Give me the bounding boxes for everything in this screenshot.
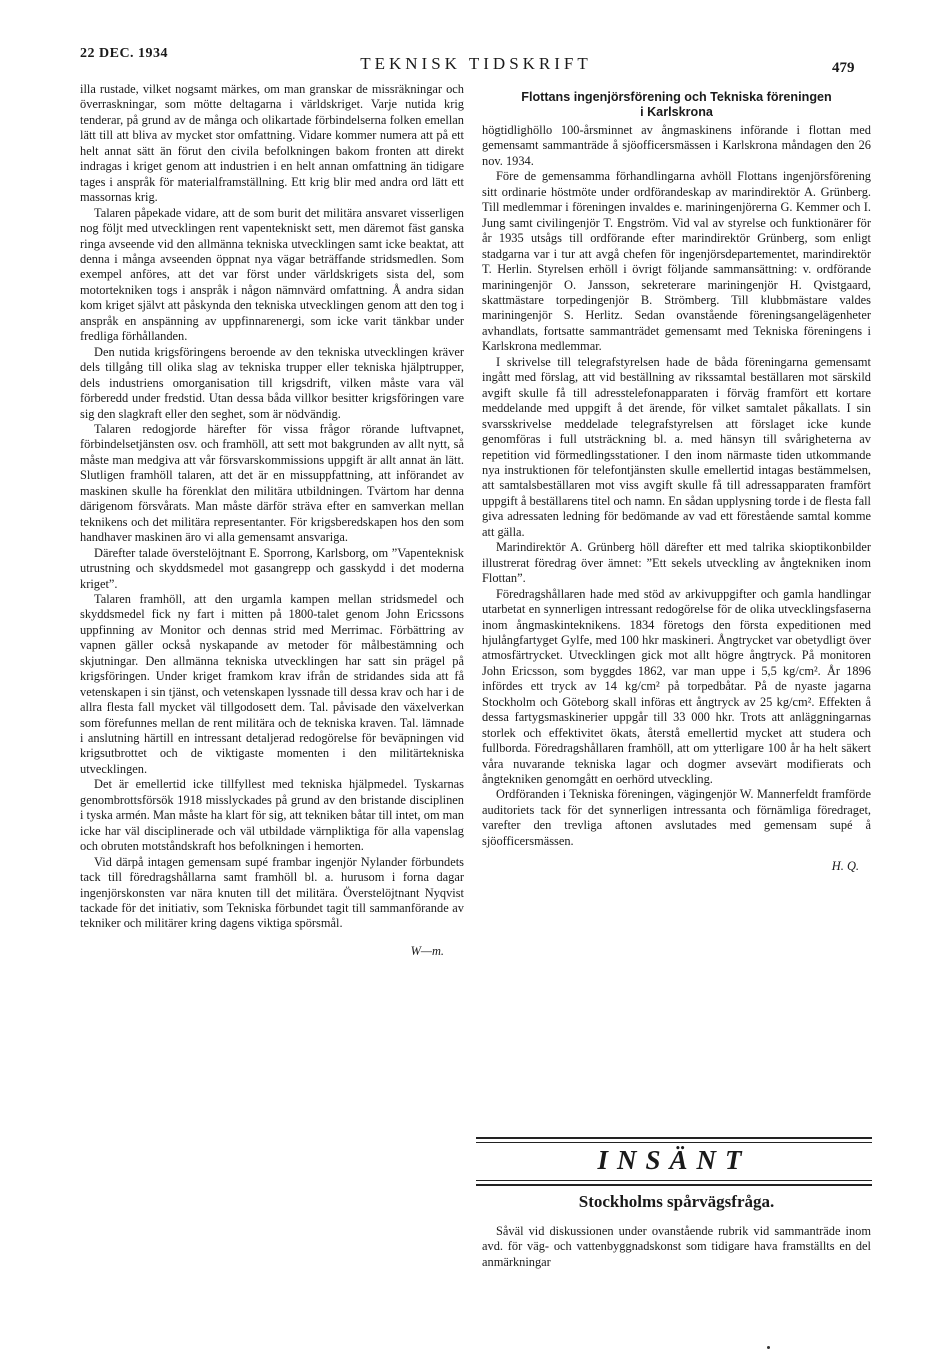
right-column [482, 90, 871, 875]
author-signature: H. Q. [831, 859, 859, 874]
article-title [482, 90, 871, 120]
paragraph: Ordföranden i Tekniska föreningen, vägingenjör W. Mannerfeldt framförde auditoriets tack för det synnerligen intressanta och förnämliga föredraget, varefter den trevliga aftonen avslutades med gemensam supé å sjöofficersmässen. [482, 787, 871, 848]
issue-date: 22 DEC. 1934 [80, 46, 169, 61]
paragraph: Den nutida krigsföringens beroende av den tekniska utvecklingen kräver dels tillgång till olika slag av tekniska trupper eller tekniska hjälptrupper, dels industriens omorganisation till krigsdrift, vilken måste vara väl förberedd under fredstid. Utan dessa båda villkor besitter krigsföringen vare sig den slagkraft eller den seghet, som är nödvändig. [80, 344, 464, 421]
paragraph: Marindirektör A. Grünberg höll därefter ett med talrika skioptikonbilder illustrerat föredrag över ämnet: ”Ett sekels utveckling av ångtekniken inom Flottan”. [482, 540, 871, 586]
paragraph: Före de gemensamma förhandlingarna avhöll Flottans ingenjörsförening sitt ordinarie höstmöte under ordförandeskap av marindirektör A. Grünberg. Till medlemmar i föreningen invaldes e. mariningenjörerna G. Kemmer och I. Jung samt civilingenjör T. Engström. Vid val av styrelse och funktionärer för år 1935 utsågs till ordförande efter marindirektör Grünberg, som enligt stadgarna var i tur att avgå chefen för ingenjörsdepartementet, marindirektör T. Herlin. Styrelsen erhöll i övrigt följande sammansättning: v. ordförande mariningenjör O. Jansson, sekreterare mariningenjör H. Qvistgaard, skattmästare torpedingenjör B. Strömberg. Till klubbmästare valdes mariningenjör S. Herlitz. Sedan ovanstående föreningsangelägenheter avhandlats, fortsatte sammanträdet gemensamt med Tekniska föreningens i Karlskrona medlemmar. [482, 169, 871, 354]
paragraph: Såväl vid diskussionen under ovanstående rubrik vid sammanträde inom avd. för väg- och vattenbyggnadskonst som tidigare hava framställts en del anmärkningar [482, 1224, 871, 1269]
article-title-line: i Karlskrona [640, 105, 713, 119]
paragraph: I skrivelse till telegrafstyrelsen hade de båda föreningarna gemensamt ingått med förslag, att vid beställning av rikssamtal beställaren mot särskild avgift skulle få till adresstelefonapparaten i förväg framfört ett kortare meddelande med uppgift å det ärende, för vilket samtalet påkallats. I sin svarsskrivelse meddelade telegrafstyrelsen att förslaget icke kunde genomföras i full utsträckning bl. a. med hänsyn till svårigheterna av repetition vid förmedlingsstationer. I den inom närmaste tiden utkommande nya instruktionen för telefontjänsten skulle emellertid intagas bestämmelsen, att samtalsbeställaren mot viss avgift skulle få till adressapparaten framfört uppgift å beställarens titel och namn. En sådan upplysning torde i de flesta fall giva adressaten ledning för bedömande av vad ett förestående samtal komme att gälla. [482, 354, 871, 539]
paragraph: Föredragshållaren hade med stöd av arkivuppgifter och gamla handlingar utarbetat en synnerligen intressant redogörelse för de olika utvecklingsfaserna inom ångmaskinteknikens. 1834 företogs den första expeditionen med hjulångfartyget Gylfe, med 100 hkr maskineri. Ångtrycket var obetydligt över atmosfärtrycket. Utvecklingen gick mot allt högre ångtryck. På monitoren John Ericsson, som byggdes 1862, var man uppe i 5,5 kg/cm². År 1896 infördes ett tryck av 14 kg/cm² på torpedbåtar. På de nyaste jagarna Stockholm och Göteborg skall införas ett ångtryck av 25 kg/cm². Effekten å dessa fartygsmaskinerier uppgår till 33 000 hkr. Trots att anläggningarnas storlek och effektivitet ökats, återstå emellertid mycket att studera och fullborda. Föredragshållaren framhöll, att om ytterligare 100 år ha helt säkert våra nuvarande tekniska lagar och dogmer avsevärt modifierats och ångtekniken genomgått en oerhörd utveckling. [482, 586, 871, 787]
section-heading-insant: INSÄNT [597, 1145, 751, 1175]
author-signature: W—m. [410, 943, 444, 958]
section-divider [476, 1180, 872, 1181]
journal-title: TEKNISK TIDSKRIFT [360, 54, 592, 73]
article-body [482, 1224, 871, 1270]
paragraph: Vid därpå intagen gemensam supé frambar ingenjör Nylander förbundets tack till föredragshållarna samt framhöll bl. a. hurusom i forna dagar ingenjörskonsten var nära knuten till det militära. Överstelöjtnant Nyqvist tackade för det initiativ, som Tekniska förbundet tagit till sammanförande av tekniker och militärer kring dagens viktiga spörsmål. [80, 854, 464, 931]
section-divider [476, 1137, 872, 1139]
page-number: 479 [832, 60, 855, 76]
paragraph: högtidlighöllo 100-årsminnet av ångmaskinens införande i flottan med gemensamt sammanträde å sjöofficersmässen i Karlskrona måndagen den 26 nov. 1934. [482, 123, 871, 168]
paragraph: illa rustade, vilket nogsamt märkes, om man granskar de missräkningar och överraskningar, som mötte deltagarna i världskriget. Varje nutida krig tenderar, på grund av de många och olikartade förbindelserna folken emellan lätt till att bliva av mycket stor omfattning. Vidare kommer numera att på ett helt annat sätt än förut den civila befolkningen bakom fronten att direkt indragas i kriget genom att industrien i en helt annan omfattning än tidigare tages i anspråk för materialframställning. Ett krig blir med andra ord lätt ett massornas krig. [80, 82, 464, 205]
print-speck [767, 1346, 770, 1349]
left-column [80, 82, 464, 959]
paragraph: Det är emellertid icke tillfyllest med tekniska hjälpmedel. Tyskarnas genombrottsförsök 1918 misslyckades på grund av den bristande disciplinen i tyska armén. Man måste ha klart för sig, att tekniken båtar till intet, om man icke har väl disciplinerade och väl utbildade värnpliktiga för alla vapenslag och obruten motståndskraft hos befolkningen i hemorten. [80, 777, 465, 854]
article-title-line: Flottans ingenjörsförening och Tekniska föreningen [521, 90, 832, 104]
paragraph: Talaren redogjorde härefter för vissa frågor rörande luftvapnet, förbindelsetjänsten osv. och framhöll, att sett mot bakgrunden av allt nytt, så måste man medgiva att vår försvarskommissions uppgift är allt annat än lätt. Slutligen framhöll talaren, att det är en missuppfattning, att införandet av maskinen skulle ha förenklat den militära utbildningen. Tvärtom har denna därigenom försvårats. Man måste därför sträva efter en samverkan mellan teknikens och det militära representanter. För krigsberedskapen hos den som handhaver maskinen äro vi alla gemensamt ansvariga. [80, 421, 464, 545]
paragraph: Därefter talade överstelöjtnant E. Sporrong, Karlsborg, om ”Vapenteknisk utrustning och skyddsmedel mot gasangrepp och gasskydd i det moderna kriget”. [80, 545, 464, 591]
paragraph: Talaren framhöll, att den urgamla kampen mellan stridsmedel och skyddsmedel fick ny fart i mitten på 1800-talet genom John Ericssons uppfinning av Monitor och dennas strid med Merrimac. Förbättring av vapnen gäller också nyskapande av metoder för målbestämning och skjutningar. Den allmänna tekniska utvecklingen har satt sin prägel på krigsföringen. Under kriget framkom krav ifrån de stridandes sida att få vetenskapen i sin tjänst, och vetenskapen lyssnade till dessa krav och har i de allra flesta fall mycket väl tillgodosett dem. Tal. påvisade den växelverkan som förefunnes mellan de rent militära och de tekniska kraven. Tal. lämnade i anslutning härtill en intressant detaljerad redogörelse för beväpningen vid krigsutbrottet och de viktigaste momenten i den militärtekniska utvecklingen. [80, 591, 464, 776]
paragraph: Talaren påpekade vidare, att de som burit det militära ansvaret visserligen nog följt med utvecklingen rent vapentekniskt sett, men däremot fäst ganska ringa avseende vid den allmänna tekniska utvecklingen samt icke beaktat, att denna i många avseenden öppnat nya vägar beträffande stridsmedlen. Som exempel anföres, att det var först under världskrigets sista del, som motortekniken togs i anspråk i någon nämnvärd omfattning. Å andra sidan kom kriget självt att påskynda den tekniska utvecklingen genom att den tog i anspråk en anspänning av uppfinnarenergi, som icke varit tänkbar under fredliga förhållanden. [80, 205, 464, 344]
article-title: Stockholms spårvägsfråga. [578, 1192, 775, 1211]
section-divider [476, 1184, 872, 1186]
section-divider [476, 1142, 872, 1143]
